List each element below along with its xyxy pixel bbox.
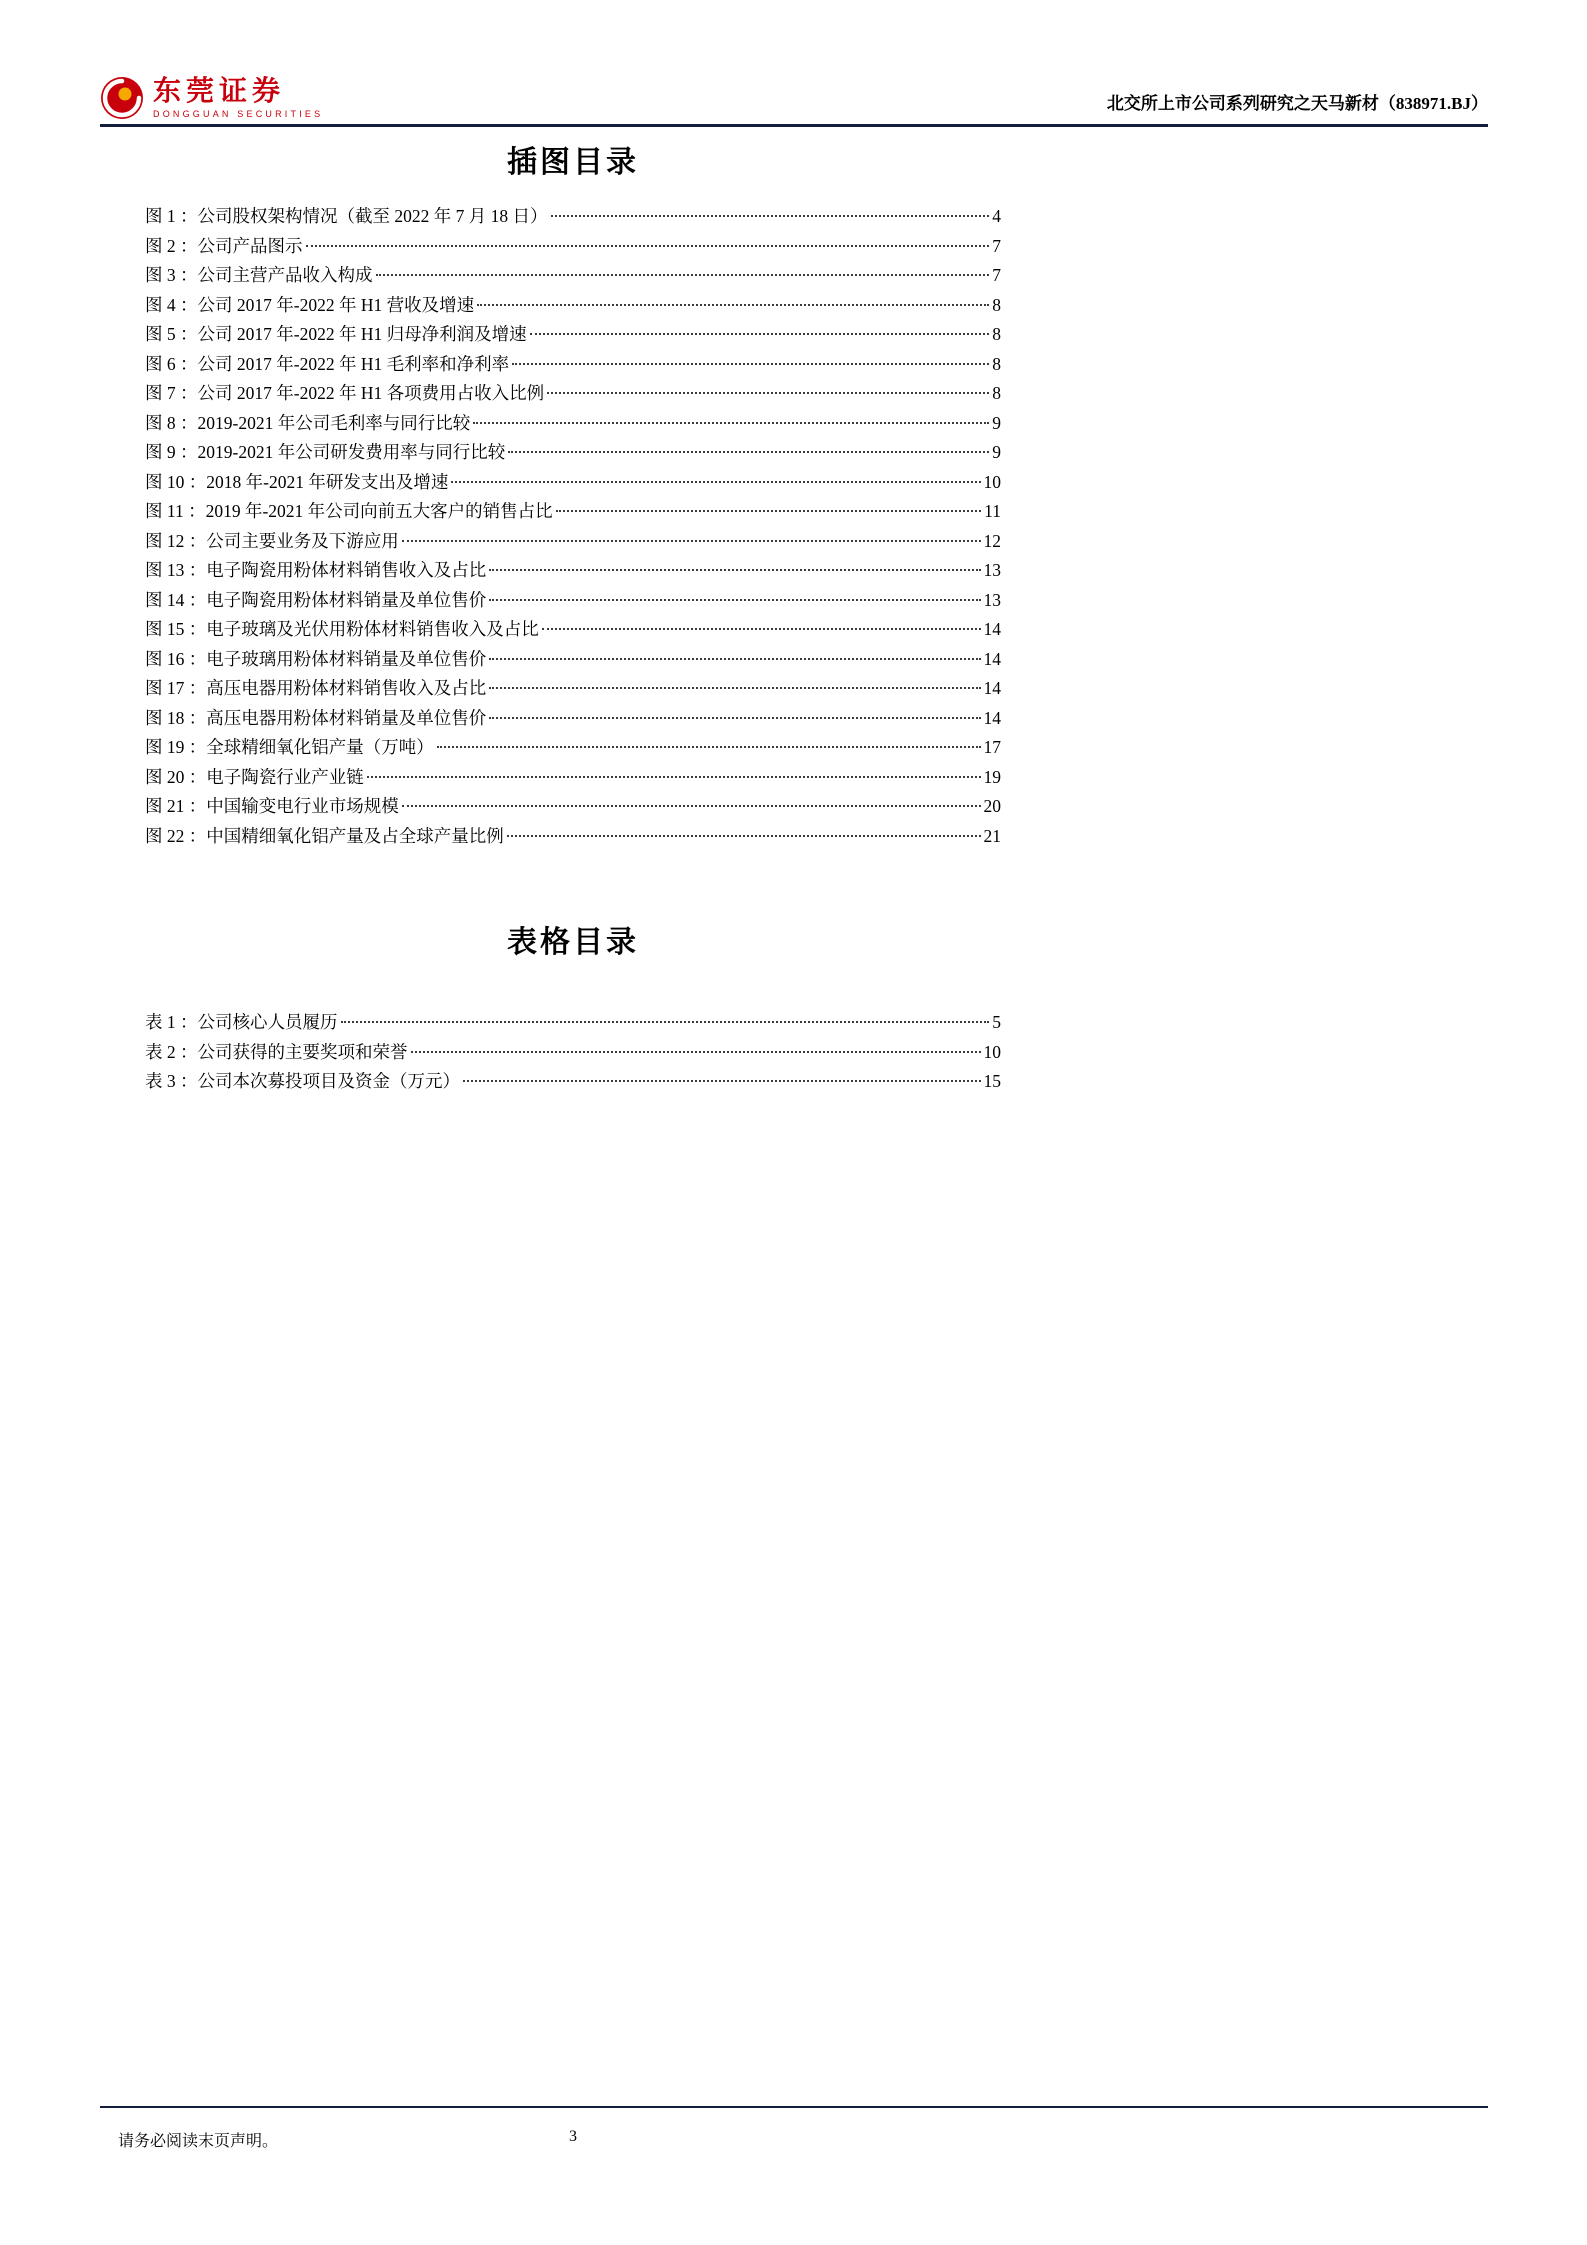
toc-entry-page[interactable]: 9 [992,412,1001,433]
toc-entry-label[interactable]: 图 18 ：高压电器用粉体材料销量及单位售价 [145,707,487,728]
toc-entry-label[interactable]: 图 6 ：公司 2017 年-2022 年 H1 毛利率和净利率 [145,353,510,374]
toc-entry[interactable] [145,202,1001,232]
table-toc-list [145,1008,1001,1097]
toc-entry[interactable] [145,763,1001,793]
toc-entry-page[interactable]: 7 [992,235,1001,256]
logo-subtitle: DONGGUAN SECURITIES [153,108,324,119]
toc-entry[interactable] [145,733,1001,763]
toc-entry-label[interactable]: 图 9 ：2019-2021 年公司研发费用率与同行比较 [145,442,506,462]
toc-leader-dots [367,776,981,778]
toc-entry-page[interactable]: 10 [983,471,1001,492]
toc-entry[interactable] [145,1067,1001,1097]
table-toc-title: 表格目录 [507,926,639,959]
toc-leader-dots [489,717,980,719]
toc-entry-page[interactable]: 12 [983,530,1001,551]
toc-entry[interactable] [145,615,1001,645]
toc-leader-dots [306,245,990,247]
footer-page-number: 3 [569,2128,577,2145]
toc-entry-label[interactable]: 图 11 ：2019 年-2021 年公司向前五大客户的销售占比 [145,501,553,521]
toc-entry-label[interactable]: 图 14 ：电子陶瓷用粉体材料销量及单位售价 [145,589,487,610]
toc-leader-dots [341,1021,990,1023]
toc-entry-page[interactable]: 21 [983,825,1001,846]
toc-leader-dots [530,333,990,335]
toc-entry[interactable] [145,438,1001,468]
toc-entry-page[interactable]: 14 [983,648,1001,669]
toc-entry[interactable] [145,379,1001,409]
toc-leader-dots [507,835,981,837]
toc-leader-dots [489,687,980,689]
toc-entry-label[interactable]: 图 7 ：公司 2017 年-2022 年 H1 各项费用占收入比例 [145,383,545,403]
toc-entry[interactable] [145,232,1001,262]
toc-entry-page[interactable]: 14 [983,707,1001,728]
toc-entry[interactable] [145,1038,1001,1068]
toc-leader-dots [512,363,989,365]
toc-leader-dots [551,215,990,217]
toc-entry-page[interactable]: 17 [983,737,1001,757]
toc-entry-page[interactable]: 13 [983,560,1001,580]
toc-entry-page[interactable]: 8 [992,324,1001,344]
toc-entry-page[interactable]: 7 [992,265,1001,285]
toc-entry[interactable] [145,320,1001,350]
toc-leader-dots [508,451,989,453]
figure-toc-section [145,146,1001,851]
toc-entry[interactable] [145,674,1001,704]
dongguan-securities-logo [100,76,323,124]
toc-entry[interactable] [145,527,1001,557]
toc-entry-label[interactable]: 图 21 ：中国输变电行业市场规模 [145,796,399,816]
toc-leader-dots [376,274,990,276]
toc-leader-dots [489,658,980,660]
toc-entry-page[interactable]: 8 [992,383,1001,403]
dongguan-securities-logo-icon [100,76,144,120]
toc-entry[interactable] [145,261,1001,291]
toc-leader-dots [402,540,981,542]
toc-entry-page[interactable]: 8 [992,294,1001,315]
logo-name: 东莞证券 [153,76,286,108]
toc-entry-page[interactable]: 14 [983,678,1001,698]
figure-toc-list [145,202,1001,851]
toc-entry-label[interactable]: 图 17 ：高压电器用粉体材料销售收入及占比 [145,678,487,698]
toc-leader-dots [451,481,980,483]
toc-entry[interactable] [145,497,1001,527]
logo-text [153,77,323,118]
toc-entry[interactable] [145,822,1001,852]
toc-leader-dots [477,304,989,306]
page-header [100,68,1488,127]
toc-entry-label[interactable]: 图 5 ：公司 2017 年-2022 年 H1 归母净利润及增速 [145,324,527,344]
toc-entry-page[interactable]: 14 [983,619,1001,639]
figure-toc-title: 插图目录 [507,146,639,179]
toc-leader-dots [402,805,981,807]
toc-entry-page[interactable]: 5 [992,1012,1001,1032]
toc-entry-label[interactable]: 图 2 ：公司产品图示 [145,235,303,256]
toc-entry[interactable] [145,704,1001,734]
toc-leader-dots [411,1051,981,1053]
toc-entry-page[interactable]: 15 [983,1071,1001,1091]
toc-entry[interactable] [145,409,1001,439]
toc-entry-label[interactable]: 图 10 ：2018 年-2021 年研发支出及增速 [145,471,449,492]
toc-leader-dots [556,510,981,512]
toc-entry-label[interactable]: 图 22 ：中国精细氧化铝产量及占全球产量比例 [145,825,504,846]
toc-entry-page[interactable]: 8 [992,353,1001,374]
report-series-title: 北交所上市公司系列研究之天马新材（838971.BJ） [1106,94,1488,113]
toc-entry-label[interactable]: 图 1 ：公司股权架构情况（截至 2022 年 7 月 18 日） [145,206,548,226]
toc-leader-dots [437,746,981,748]
toc-entry[interactable] [145,350,1001,380]
toc-entry[interactable] [145,586,1001,616]
toc-leader-dots [489,599,980,601]
toc-leader-dots [547,392,989,394]
toc-entry-label[interactable]: 图 4 ：公司 2017 年-2022 年 H1 营收及增速 [145,294,475,315]
table-toc-section [145,926,1001,1097]
toc-entry-page[interactable]: 19 [983,766,1001,787]
toc-entry[interactable] [145,792,1001,822]
footer-divider [100,2106,1488,2108]
toc-entry-label[interactable]: 图 19 ：全球精细氧化铝产量（万吨） [145,737,434,757]
toc-entry-label[interactable]: 图 3 ：公司主营产品收入构成 [145,265,373,285]
toc-entry[interactable] [145,1008,1001,1038]
toc-entry[interactable] [145,468,1001,498]
toc-leader-dots [473,422,989,424]
toc-entry-label[interactable]: 表 3 ：公司本次募投项目及资金（万元） [145,1071,460,1091]
toc-entry-page[interactable]: 9 [992,442,1001,462]
toc-entry-label[interactable]: 图 8 ：2019-2021 年公司毛利率与同行比较 [145,412,471,433]
toc-leader-dots [463,1080,981,1082]
toc-entry-page[interactable]: 11 [984,501,1001,521]
toc-entry-page[interactable]: 10 [983,1041,1001,1062]
toc-entry-page[interactable]: 4 [992,206,1001,226]
toc-entry-label[interactable]: 表 2 ：公司获得的主要奖项和荣誉 [145,1041,408,1062]
toc-entry[interactable] [145,291,1001,321]
toc-entry-label[interactable]: 图 12 ：公司主要业务及下游应用 [145,530,399,551]
toc-entry-label[interactable]: 表 1 ：公司核心人员履历 [145,1012,338,1032]
footer-disclaimer: 请务必阅读末页声明。 [118,2133,279,2150]
toc-entry-page[interactable]: 20 [983,796,1001,816]
toc-entry-label[interactable]: 图 13 ：电子陶瓷用粉体材料销售收入及占比 [145,560,487,580]
toc-entry-page[interactable]: 13 [983,589,1001,610]
toc-entry-label[interactable]: 图 20 ：电子陶瓷行业产业链 [145,766,364,787]
toc-entry-label[interactable]: 图 15 ：电子玻璃及光伏用粉体材料销售收入及占比 [145,619,539,639]
toc-leader-dots [489,569,980,571]
toc-leader-dots [542,628,981,630]
toc-entry[interactable] [145,556,1001,586]
toc-entry-label[interactable]: 图 16 ：电子玻璃用粉体材料销量及单位售价 [145,648,487,669]
toc-entry[interactable] [145,645,1001,675]
